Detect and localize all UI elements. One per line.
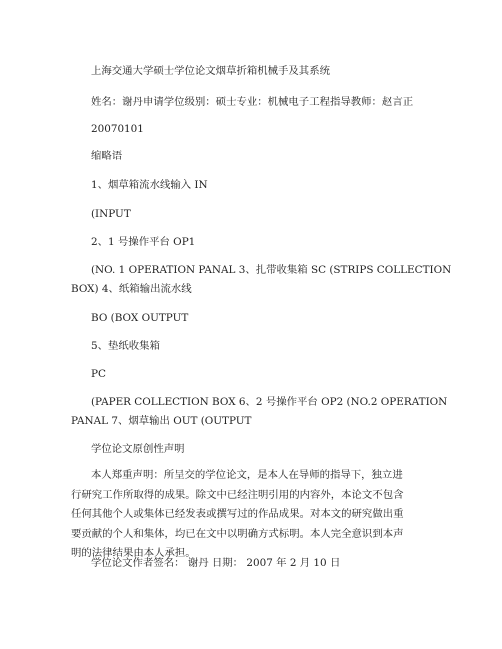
declaration-body-text: 本人郑重声明：所呈交的学位论文，是本人在导师的指导下，独立进行研究工作所取得的成果。除文中已经注明引用的内容外，本论文不包含任何其他个人或集体已经发表或撰写过的作品成果。对本文的研究做出重要贡献的个人和集体，均已在文中以明确方式标明。本人完全意识到本声明的法律结果由本人承担。 [71, 469, 404, 559]
thesis-title: 上海交通大学硕士学位论文烟草折箱机械手及其系统 [91, 65, 330, 77]
author-info-line: 姓名：谢丹申请学位级别：硕士专业：机械电子工程指导教师：赵言正 [91, 96, 414, 108]
abbr-item-pc-full-line1: (PAPER COLLECTION BOX 6、2 号操作平台 OP2 (NO.2 OPERATION [91, 396, 448, 408]
declaration-heading: 学位论文原创性声明 [91, 443, 185, 455]
abbr-item-pc-code: PC [91, 368, 106, 380]
abbr-item-box-output: BO (BOX OUTPUT [91, 312, 189, 324]
date-code: 20070101 [91, 123, 144, 135]
abbr-item-op1-full-line1: (NO. 1 OPERATION PANAL 3、扎带收集箱 SC (STRIPS COLLECTION [91, 264, 452, 276]
abbr-item-input: 1、烟草箱流水线输入 IN [91, 179, 208, 191]
abbr-item-pc-label: 5、垫纸收集箱 [91, 340, 160, 352]
declaration-body [71, 466, 411, 564]
abbr-item-op1-full-line2: BOX) 4、纸箱输出流水线 [71, 283, 192, 295]
abbr-item-input-full: (INPUT [91, 208, 131, 220]
abbr-item-op1: 2、1 号操作平台 OP1 [91, 236, 196, 248]
abbr-item-pc-full-line2: PANAL 7、烟草输出 OUT (OUTPUT [71, 415, 252, 427]
signature-line: 学位论文作者签名： 谢丹 日期： 2007 年 2 月 10 日 [91, 557, 341, 569]
abbreviation-heading: 缩略语 [91, 150, 123, 162]
